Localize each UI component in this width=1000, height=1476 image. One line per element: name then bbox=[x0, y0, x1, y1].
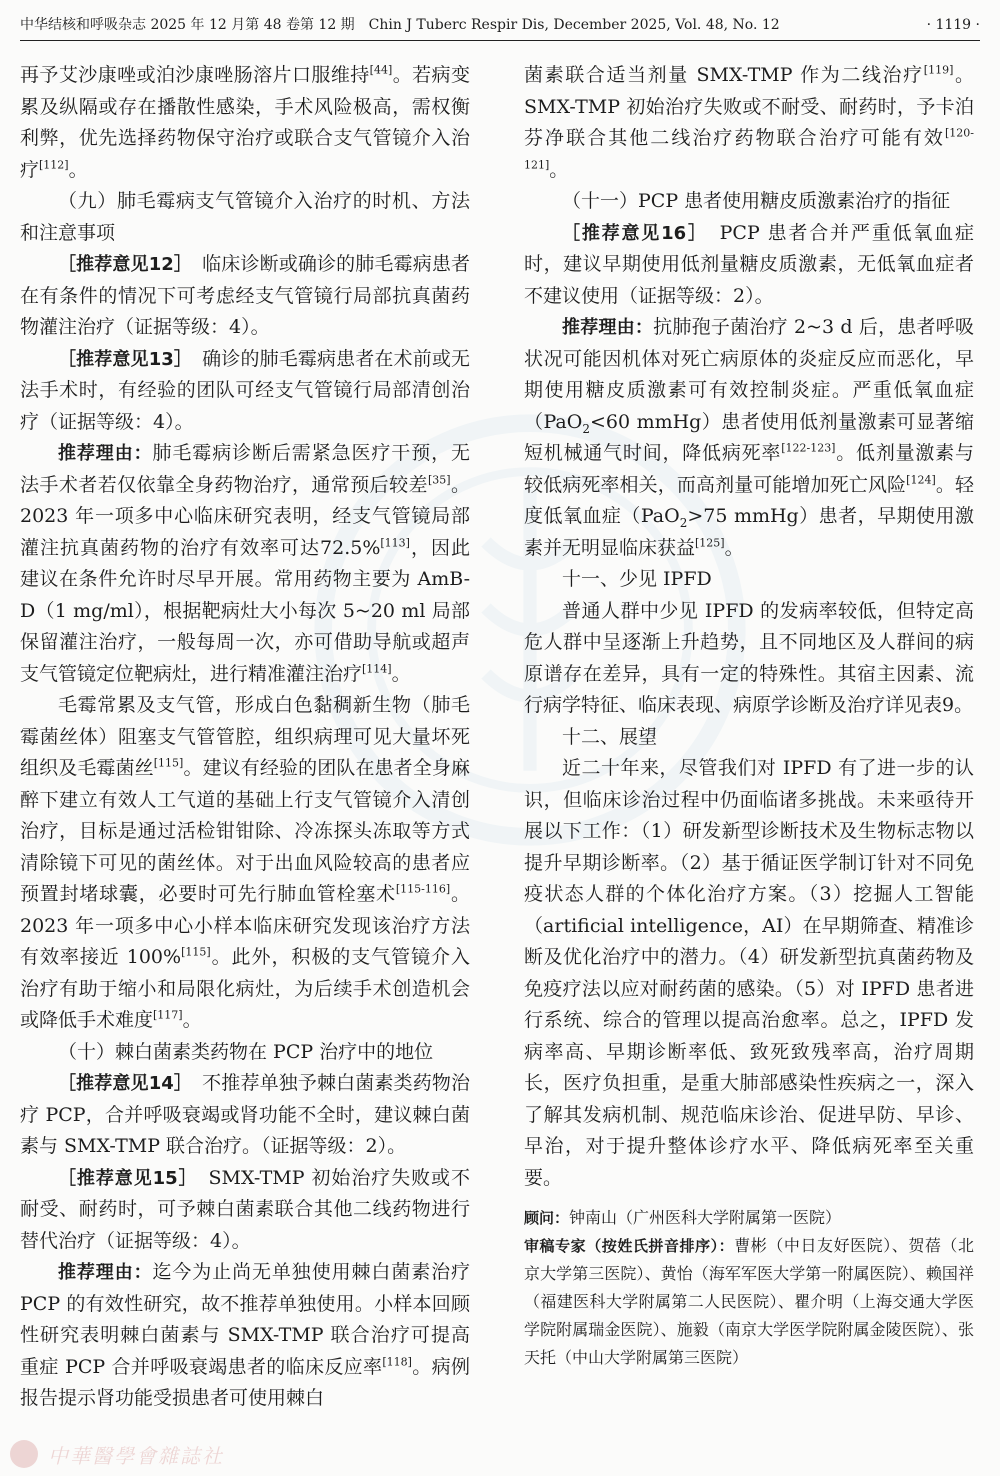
citation: [115] bbox=[153, 756, 184, 770]
recommendation: ［推荐意见15］ SMX-TMP 初始治疗失败或不耐受、耐药时，可予棘白菌素联合其他二线药物进行替代治疗（证据等级：4）。 bbox=[20, 1166, 470, 1252]
citation: [124] bbox=[906, 473, 936, 487]
advisor-note: 顾问：钟南山（广州医科大学附属第一医院） bbox=[524, 1208, 842, 1227]
paragraph: 菌素联合适当剂量 SMX-TMP 作为二线治疗[119]。SMX-TMP 初始治疗失败或不耐受、耐药时，予卡泊芬净联合其他二线治疗药物联合治疗可能有效[120-121]。 bbox=[524, 63, 974, 181]
citation: [44] bbox=[369, 63, 393, 77]
citation: [122-123] bbox=[781, 441, 836, 455]
citation: [112] bbox=[39, 158, 69, 172]
rationale: 推荐理由：迄今为止尚无单独使用棘白菌素治疗 PCP 的有效性研究，故不推荐单独使用。小样本回顾性研究表明棘白菌素与 SMX-TMP 联合治疗可提高重症 PCP 合并呼吸衰竭患者的临床反应率[118]。病例报告提示肾功能受损患者可使用棘白 bbox=[20, 1261, 470, 1409]
right-column bbox=[524, 60, 974, 1372]
section-heading: （十）棘白菌素类药物在 PCP 治疗中的地位 bbox=[58, 1040, 434, 1063]
journal-citation: 中华结核和呼吸杂志 2025 年 12 月第 48 卷第 12 期 Chin J Tuberc Respir Dis, December 2025, Vol. 48, No. 12 bbox=[20, 17, 780, 33]
citation: [117] bbox=[153, 1008, 183, 1022]
citation: [120-121] bbox=[524, 126, 974, 172]
recommendation: ［推荐意见14］ 不推荐单独予棘白菌素类药物治疗 PCP，合并呼吸衰竭或肾功能不全时，建议棘白菌素与 SMX-TMP 联合治疗。（证据等级：2）。 bbox=[20, 1072, 470, 1157]
publisher-seal-icon bbox=[10, 1440, 38, 1468]
recommendation: ［推荐意见16］ PCP 患者合并严重低氧血症时，建议早期使用低剂量糖皮质激素，无低氧血症者不建议使用（证据等级：2）。 bbox=[524, 221, 974, 307]
page-number: · 1119 · bbox=[926, 17, 980, 33]
running-header bbox=[20, 10, 980, 41]
citation: [115] bbox=[181, 945, 211, 959]
citation: [119] bbox=[923, 63, 954, 77]
rationale: 推荐理由：抗肺孢子菌治疗 2~3 d 后，患者呼吸状况可能因机体对死亡病原体的炎症反应而恶化，早期使用糖皮质激素可有效控制炎症。严重低氧血症（PaO$_2$<60 mmHg）患者使用低剂量激素可显著缩短机械通气时间，降低病死率[122-123]。低剂量激素与较低病死率相关，而高剂量可能增加死亡风险[124]。轻度低氧血症（PaO$_2$>75 mmHg）患者，早期使用激素并无明显临床获益[125]。 bbox=[524, 316, 975, 559]
paragraph: 再予艾沙康唑或泊沙康唑肠溶片口服维持[44]。若病变累及纵隔或存在播散性感染，手术风险极高，需权衡利弊，优先选择药物保守治疗或联合支气管镜介入治疗[112]。 bbox=[20, 63, 470, 181]
citation: [115-116] bbox=[395, 882, 451, 896]
paragraph: 近二十年来，尽管我们对 IPFD 有了进一步的认识，但临床诊治过程中仍面临诸多挑战。未来亟待开展以下工作：（1）研发新型诊断技术及生物标志物以提升早期诊断率。（2）基于循证医学制订针对不同免疫状态人群的个体化治疗方案。（3）挖掘人工智能（artificial intelligence，AI）在早期筛查、精准诊断及优化治疗中的潜力。（4）研发新型抗真菌药物及免疫疗法以应对耐药菌的感染。（5）对 IPFD 患者进行系统、综合的管理以提高治愈率。总之，IPFD 发病率高、早期诊断率低、致死致残率高，治疗周期长，医疗负担重，是重大肺部感染性疾病之一，深入了解其发病机制、规范临床诊治、促进早防、早诊、早治，对于提升整体诊疗水平、降低病死率至关重要。 bbox=[524, 757, 974, 1189]
citation: [125] bbox=[695, 536, 725, 550]
publisher-name: 中華醫學會雜誌社 bbox=[48, 1443, 224, 1468]
reviewers-note: 审稿专家（按姓氏拼音排序）：曹彬（中日友好医院）、贺蓓（北京大学第三医院）、黄怡（海军军医大学第一附属医院）、赖国祥（福建医科大学附属第二人民医院）、瞿介明（上海交通大学医学院附属瑞金医院）、施毅（南京大学医学院附属金陵医院）、张天托（中山大学附属第三医院） bbox=[524, 1236, 974, 1367]
rationale: 推荐理由：肺毛霉病诊断后需紧急医疗干预，无法手术者若仅依靠全身药物治疗，通常预后较差[35]。2023 年一项多中心临床研究表明，经支气管镜局部灌注抗真菌药物的治疗有效率可达72.5%[113]，因此建议在条件允许时尽早开展。常用药物主要为 AmB-D（1 mg/ml），根据靶病灶大小每次 5~20 ml 局部保留灌注治疗，一般每周一次，亦可借助导航或超声支气管镜定位靶病灶，进行精准灌注治疗[114]。 bbox=[20, 442, 470, 685]
recommendation: ［推荐意见12］ 临床诊断或确诊的肺毛霉病患者在有条件的情况下可考虑经支气管镜行局部抗真菌药物灌注治疗（证据等级：4）。 bbox=[20, 253, 470, 338]
section-heading: （十一）PCP 患者使用糖皮质激素治疗的指征 bbox=[562, 190, 951, 212]
section-heading: 十一、少见 IPFD bbox=[562, 568, 712, 590]
section-heading: 十二、展望 bbox=[562, 725, 658, 748]
citation: [35] bbox=[427, 473, 451, 487]
citation: [113] bbox=[380, 536, 410, 550]
paragraph: 毛霉常累及支气管，形成白色黏稠新生物（肺毛霉菌丝体）阻塞支气管管腔，组织病理可见大量坏死组织及毛霉菌丝[115]。建议有经验的团队在患者全身麻醉下建立有效人工气道的基础上行支气管镜介入清创治疗，目标是通过活检钳钳除、冷冻探头冻取等方式清除镜下可见的菌丝体。对于出血风险较高的患者应预置封堵球囊，必要时可先行肺血管栓塞术[115-116]。2023 年一项多中心小样本临床研究发现该治疗方法有效率接近 100%[115]。此外，积极的支气管镜介入治疗有助于缩小和局限化病灶，为后续手术创造机会或降低手术难度[117]。 bbox=[20, 694, 470, 1031]
left-column bbox=[20, 60, 470, 1415]
citation: [118] bbox=[382, 1355, 412, 1369]
section-heading: （九）肺毛霉病支气管镜介入治疗的时机、方法和注意事项 bbox=[20, 190, 470, 244]
paragraph: 普通人群中少见 IPFD 的发病率较低，但特定高危人群中呈逐渐上升趋势，且不同地区及人群间的病原谱存在差异，具有一定的特殊性。其宿主因素、流行病学特征、临床表现、病原学诊断及治疗详见表9。 bbox=[524, 599, 974, 716]
publisher-logo bbox=[10, 1436, 490, 1472]
recommendation: ［推荐意见13］ 确诊的肺毛霉病患者在术前或无法手术时，有经验的团队可经支气管镜行局部清创治疗（证据等级：4）。 bbox=[20, 347, 470, 433]
citation: [114] bbox=[362, 662, 392, 676]
